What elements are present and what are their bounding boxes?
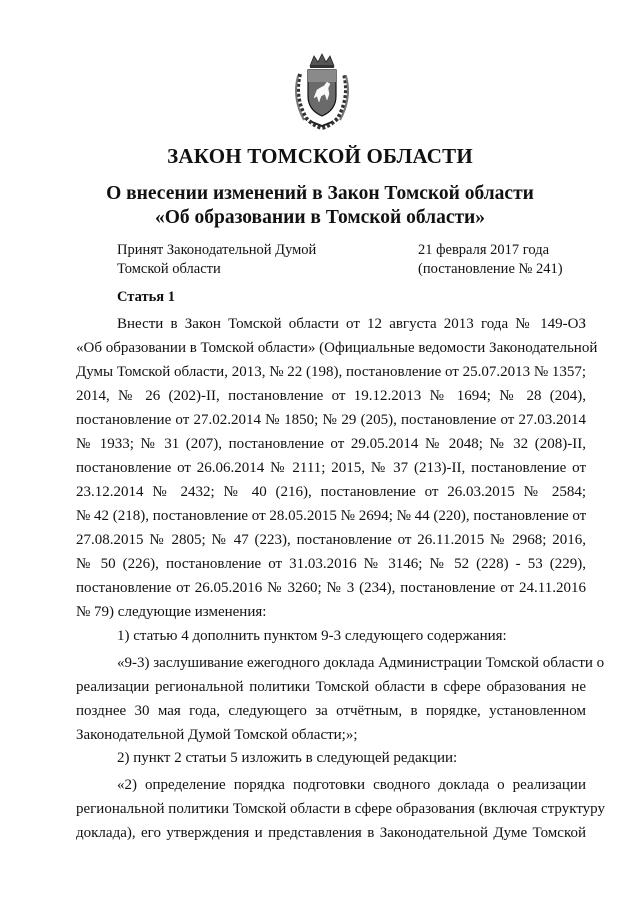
body-line: позднее 30 мая года, следующего за отчётным, в порядке, установленном	[76, 703, 586, 719]
body-line: постановление от 27.02.2014 № 1850; № 29 (205), постановление от 27.03.2014	[76, 412, 586, 428]
adoption-date-line-2: (постановление № 241)	[418, 261, 563, 277]
body-line: региональной политики Томской области в сфере образования (включая структуру	[76, 801, 605, 817]
coat-of-arms-icon	[290, 52, 354, 130]
article-heading: Статья 1	[117, 289, 175, 305]
law-subtitle-line-2: «Об образовании в Томской области»	[154, 207, 486, 228]
body-line: № 79) следующие изменения:	[76, 604, 267, 620]
body-line: Внести в Закон Томской области от 12 августа 2013 года № 149-ОЗ	[117, 316, 586, 332]
body-line: постановление от 26.06.2014 № 2111; 2015, № 37 (213)-II, постановление от	[76, 460, 586, 476]
body-line: Думы Томской области, 2013, № 22 (198), постановление от 25.07.2013 № 1357;	[76, 364, 587, 380]
body-line: «2) определение порядка подготовки сводного доклада о реализации	[117, 777, 586, 793]
adoption-body-line-1: Принят Законодательной Думой	[117, 242, 317, 258]
body-line: № 1933; № 31 (207), постановление от 29.05.2014 № 2048; № 32 (208)-II,	[76, 436, 586, 452]
amendment-item-1: 1) статью 4 дополнить пунктом 9-3 следующего содержания:	[117, 628, 507, 644]
body-line: реализации региональной политики Томской области в сфере образования не	[76, 679, 586, 695]
body-line: «Об образовании в Томской области» (Официальные ведомости Законодательной	[76, 340, 598, 356]
body-line: 27.08.2015 № 2805; № 47 (223), постановление от 26.11.2015 № 2968; 2016,	[76, 532, 586, 548]
amendment-item-2: 2) пункт 2 статьи 5 изложить в следующей редакции:	[117, 750, 458, 766]
body-line: № 50 (226), постановление от 31.03.2016 № 3146; № 52 (228) - 53 (229),	[76, 556, 586, 572]
adoption-body-line-2: Томской области	[117, 261, 221, 277]
law-title: ЗАКОН ТОМСКОЙ ОБЛАСТИ	[167, 144, 473, 168]
body-line: постановление от 26.05.2016 № 3260; № 3 (234), постановление от 24.11.2016	[76, 580, 586, 596]
body-line: № 42 (218), постановление от 28.05.2015 № 2694; № 44 (220), постановление от	[76, 508, 587, 524]
adoption-date-line-1: 21 февраля 2017 года	[418, 242, 550, 258]
body-line: 2014, № 26 (202)-II, постановление от 19.12.2013 № 1694; № 28 (204),	[76, 388, 586, 404]
law-subtitle-line-1: О внесении изменений в Закон Томской области	[106, 183, 534, 204]
body-line: доклада), его утверждения и представления в Законодательной Думе Томской	[76, 825, 586, 841]
body-line: «9-3) заслушивание ежегодного доклада Администрации Томской области о	[117, 655, 605, 671]
body-line: Законодательной Думой Томской области;»;	[76, 727, 358, 743]
adoption-body	[117, 241, 316, 279]
adoption-date	[418, 241, 563, 279]
body-line: 23.12.2014 № 2432; № 40 (216), постановление от 26.03.2015 № 2584;	[76, 484, 586, 500]
